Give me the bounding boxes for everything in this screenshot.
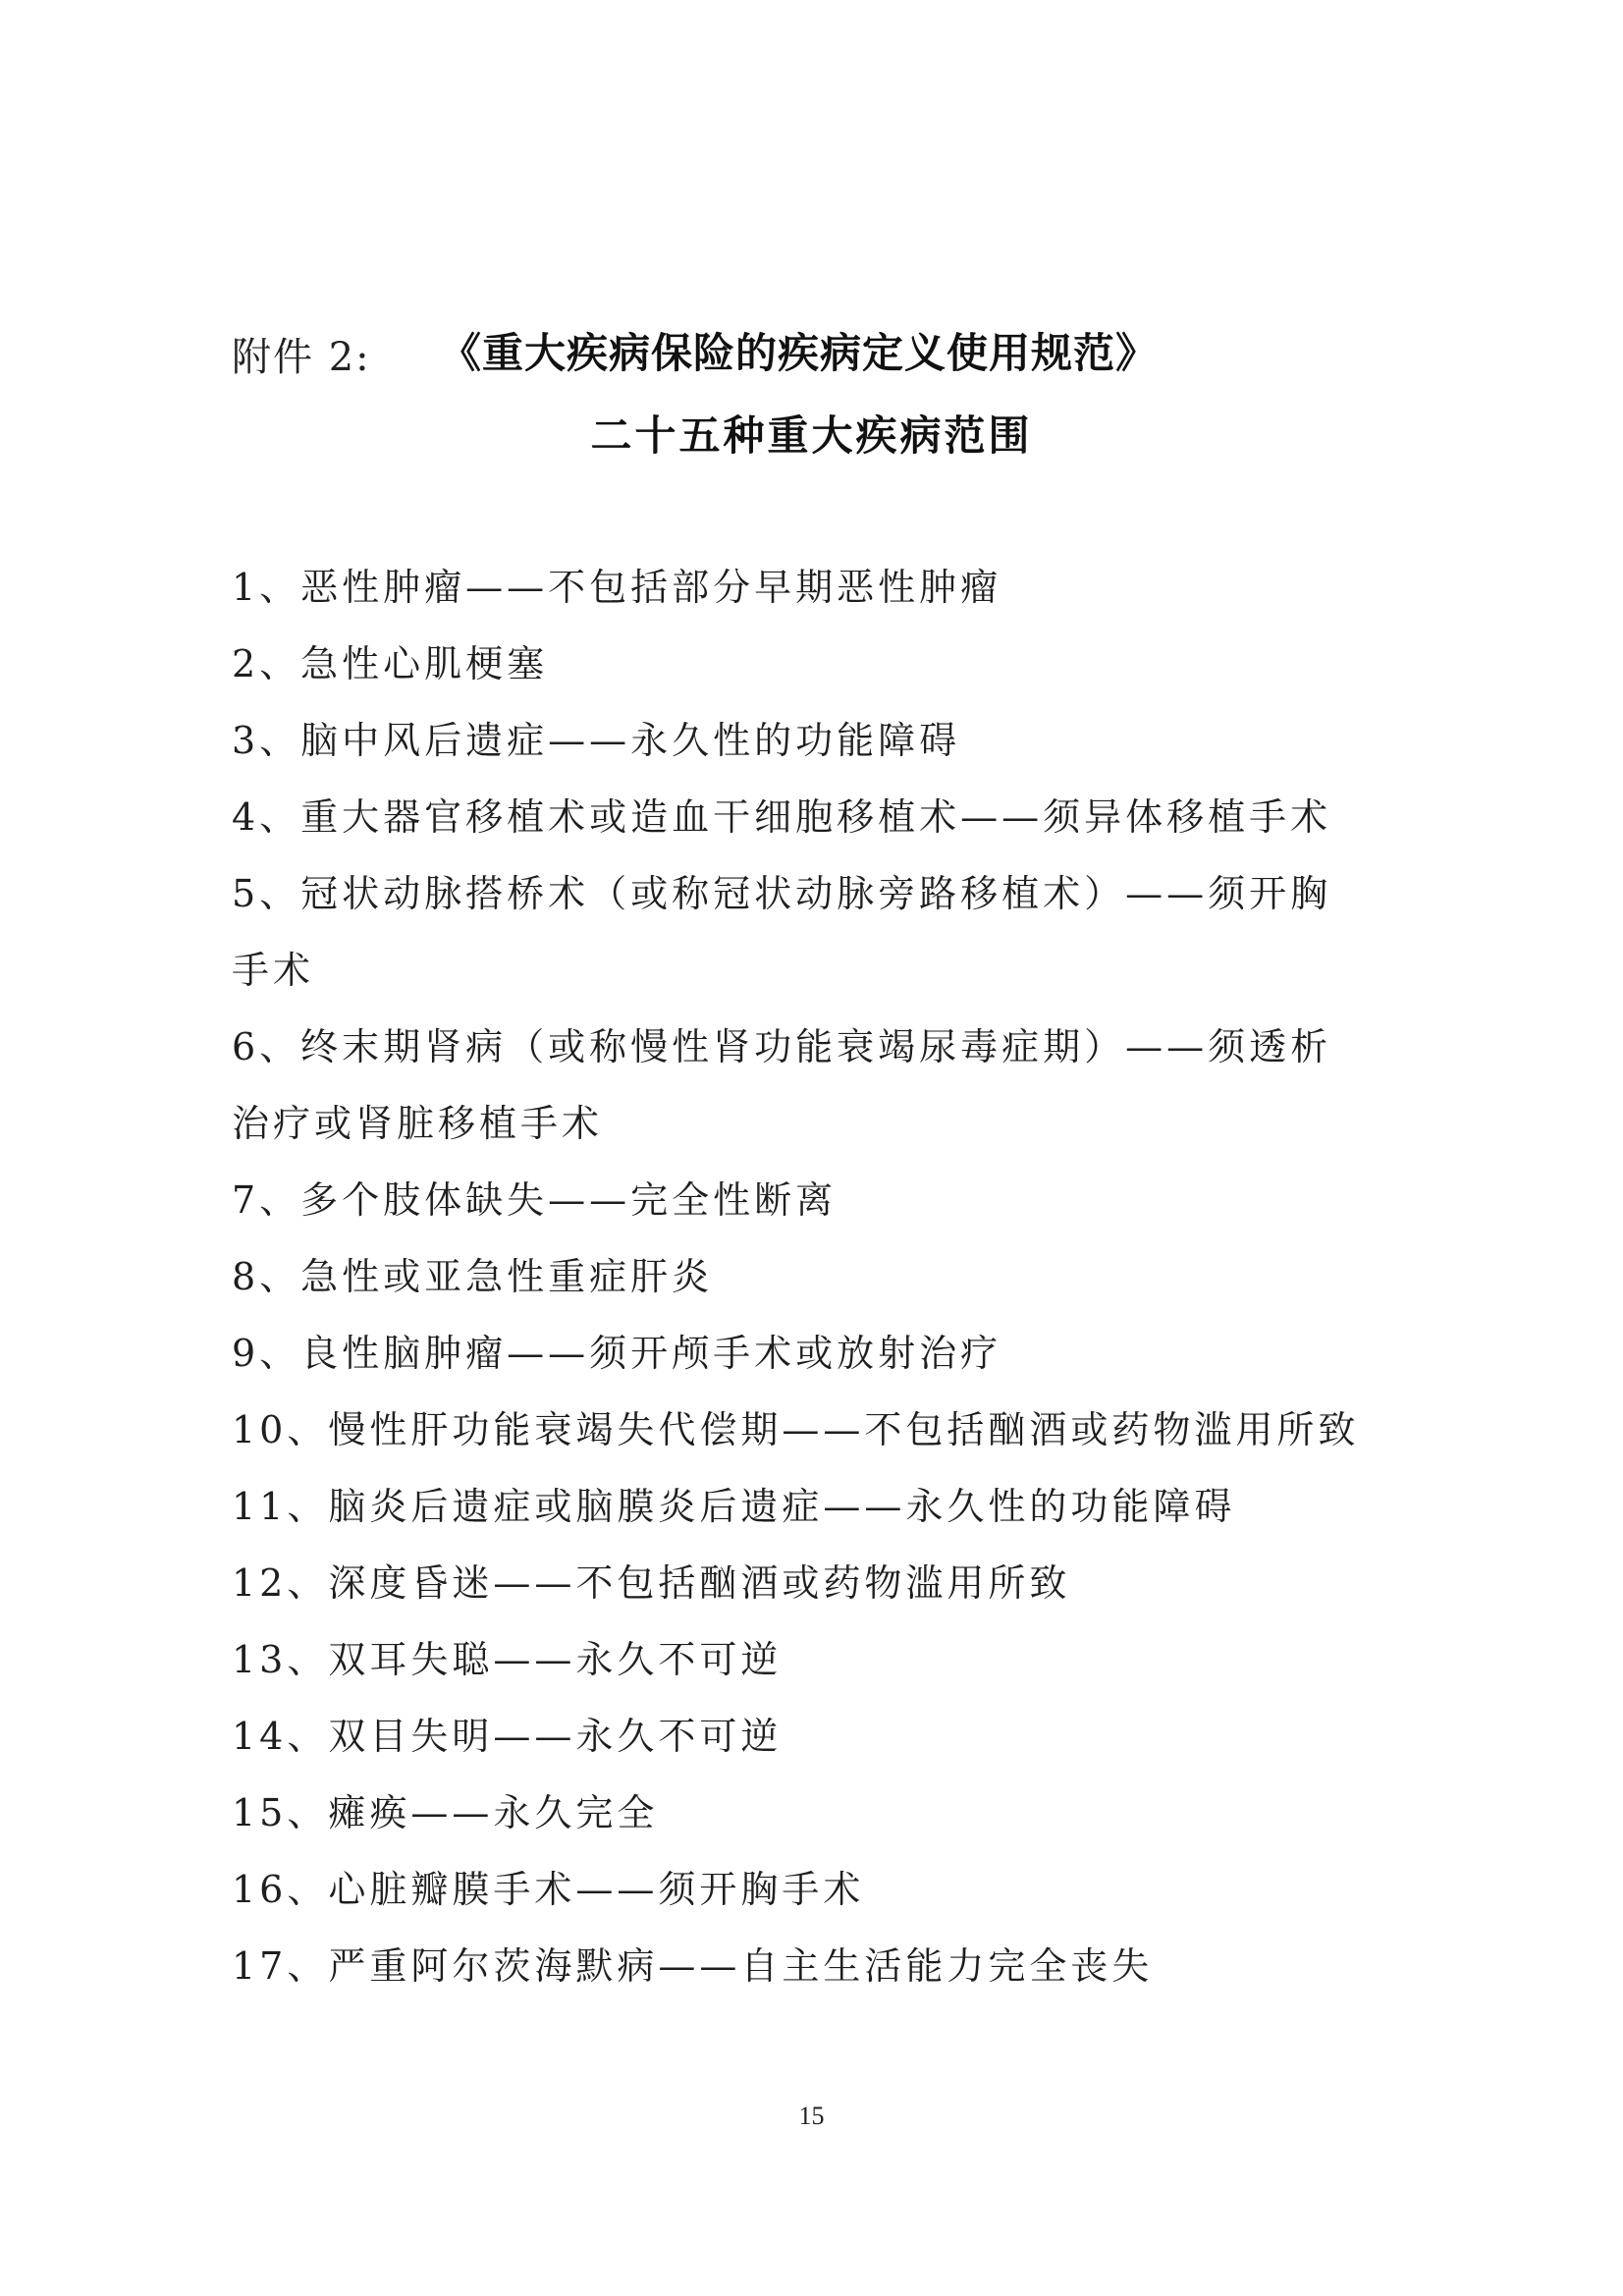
list-line: 1、恶性肿瘤——不包括部分早期恶性肿瘤 <box>232 566 1002 609</box>
list-line: 14、双目失明——永久不可逆 <box>232 1715 783 1758</box>
list-line: 13、双耳失聪——永久不可逆 <box>232 1638 783 1681</box>
list-line: 5、冠状动脉搭桥术（或称冠状动脉旁路移植术）——须开胸 <box>232 872 1332 915</box>
list-line: 2、急性心肌梗塞 <box>232 642 549 685</box>
document-subtitle: 二十五种重大疾病范围 <box>590 411 1033 460</box>
list-line: 6、终末期肾病（或称慢性肾功能衰竭尿毒症期）——须透析 <box>232 1025 1332 1068</box>
list-line: 12、深度昏迷——不包括酗酒或药物滥用所致 <box>232 1561 1071 1605</box>
list-line: 16、心脏瓣膜手术——须开胸手术 <box>232 1868 865 1911</box>
page-number: 15 <box>798 2102 825 2130</box>
list-line: 17、严重阿尔茨海默病——自主生活能力完全丧失 <box>232 1944 1154 1988</box>
list-line: 10、慢性肝功能衰竭失代偿期——不包括酗酒或药物滥用所致 <box>232 1408 1360 1451</box>
list-line: 11、脑炎后遗症或脑膜炎后遗症——永久性的功能障碍 <box>232 1485 1236 1528</box>
list-line: 3、脑中风后遗症——永久性的功能障碍 <box>232 719 961 762</box>
list-line: 8、急性或亚急性重症肝炎 <box>232 1255 714 1298</box>
list-line: 治疗或肾脏移植手术 <box>232 1102 604 1145</box>
document-title: 《重大疾病保险的疾病定义使用规范》 <box>440 329 1159 377</box>
list-line: 7、多个肢体缺失——完全性断离 <box>232 1178 838 1222</box>
disease-list <box>232 556 1410 2011</box>
attachment-label: 附件 2: <box>232 334 371 380</box>
list-line: 9、良性脑肿瘤——须开颅手术或放射治疗 <box>232 1332 1002 1375</box>
list-line: 手术 <box>232 949 315 992</box>
list-line: 15、瘫痪——永久完全 <box>232 1791 659 1834</box>
attachment-line <box>232 324 371 383</box>
list-line: 4、重大器官移植术或造血干细胞移植术——须异体移植手术 <box>232 795 1332 839</box>
